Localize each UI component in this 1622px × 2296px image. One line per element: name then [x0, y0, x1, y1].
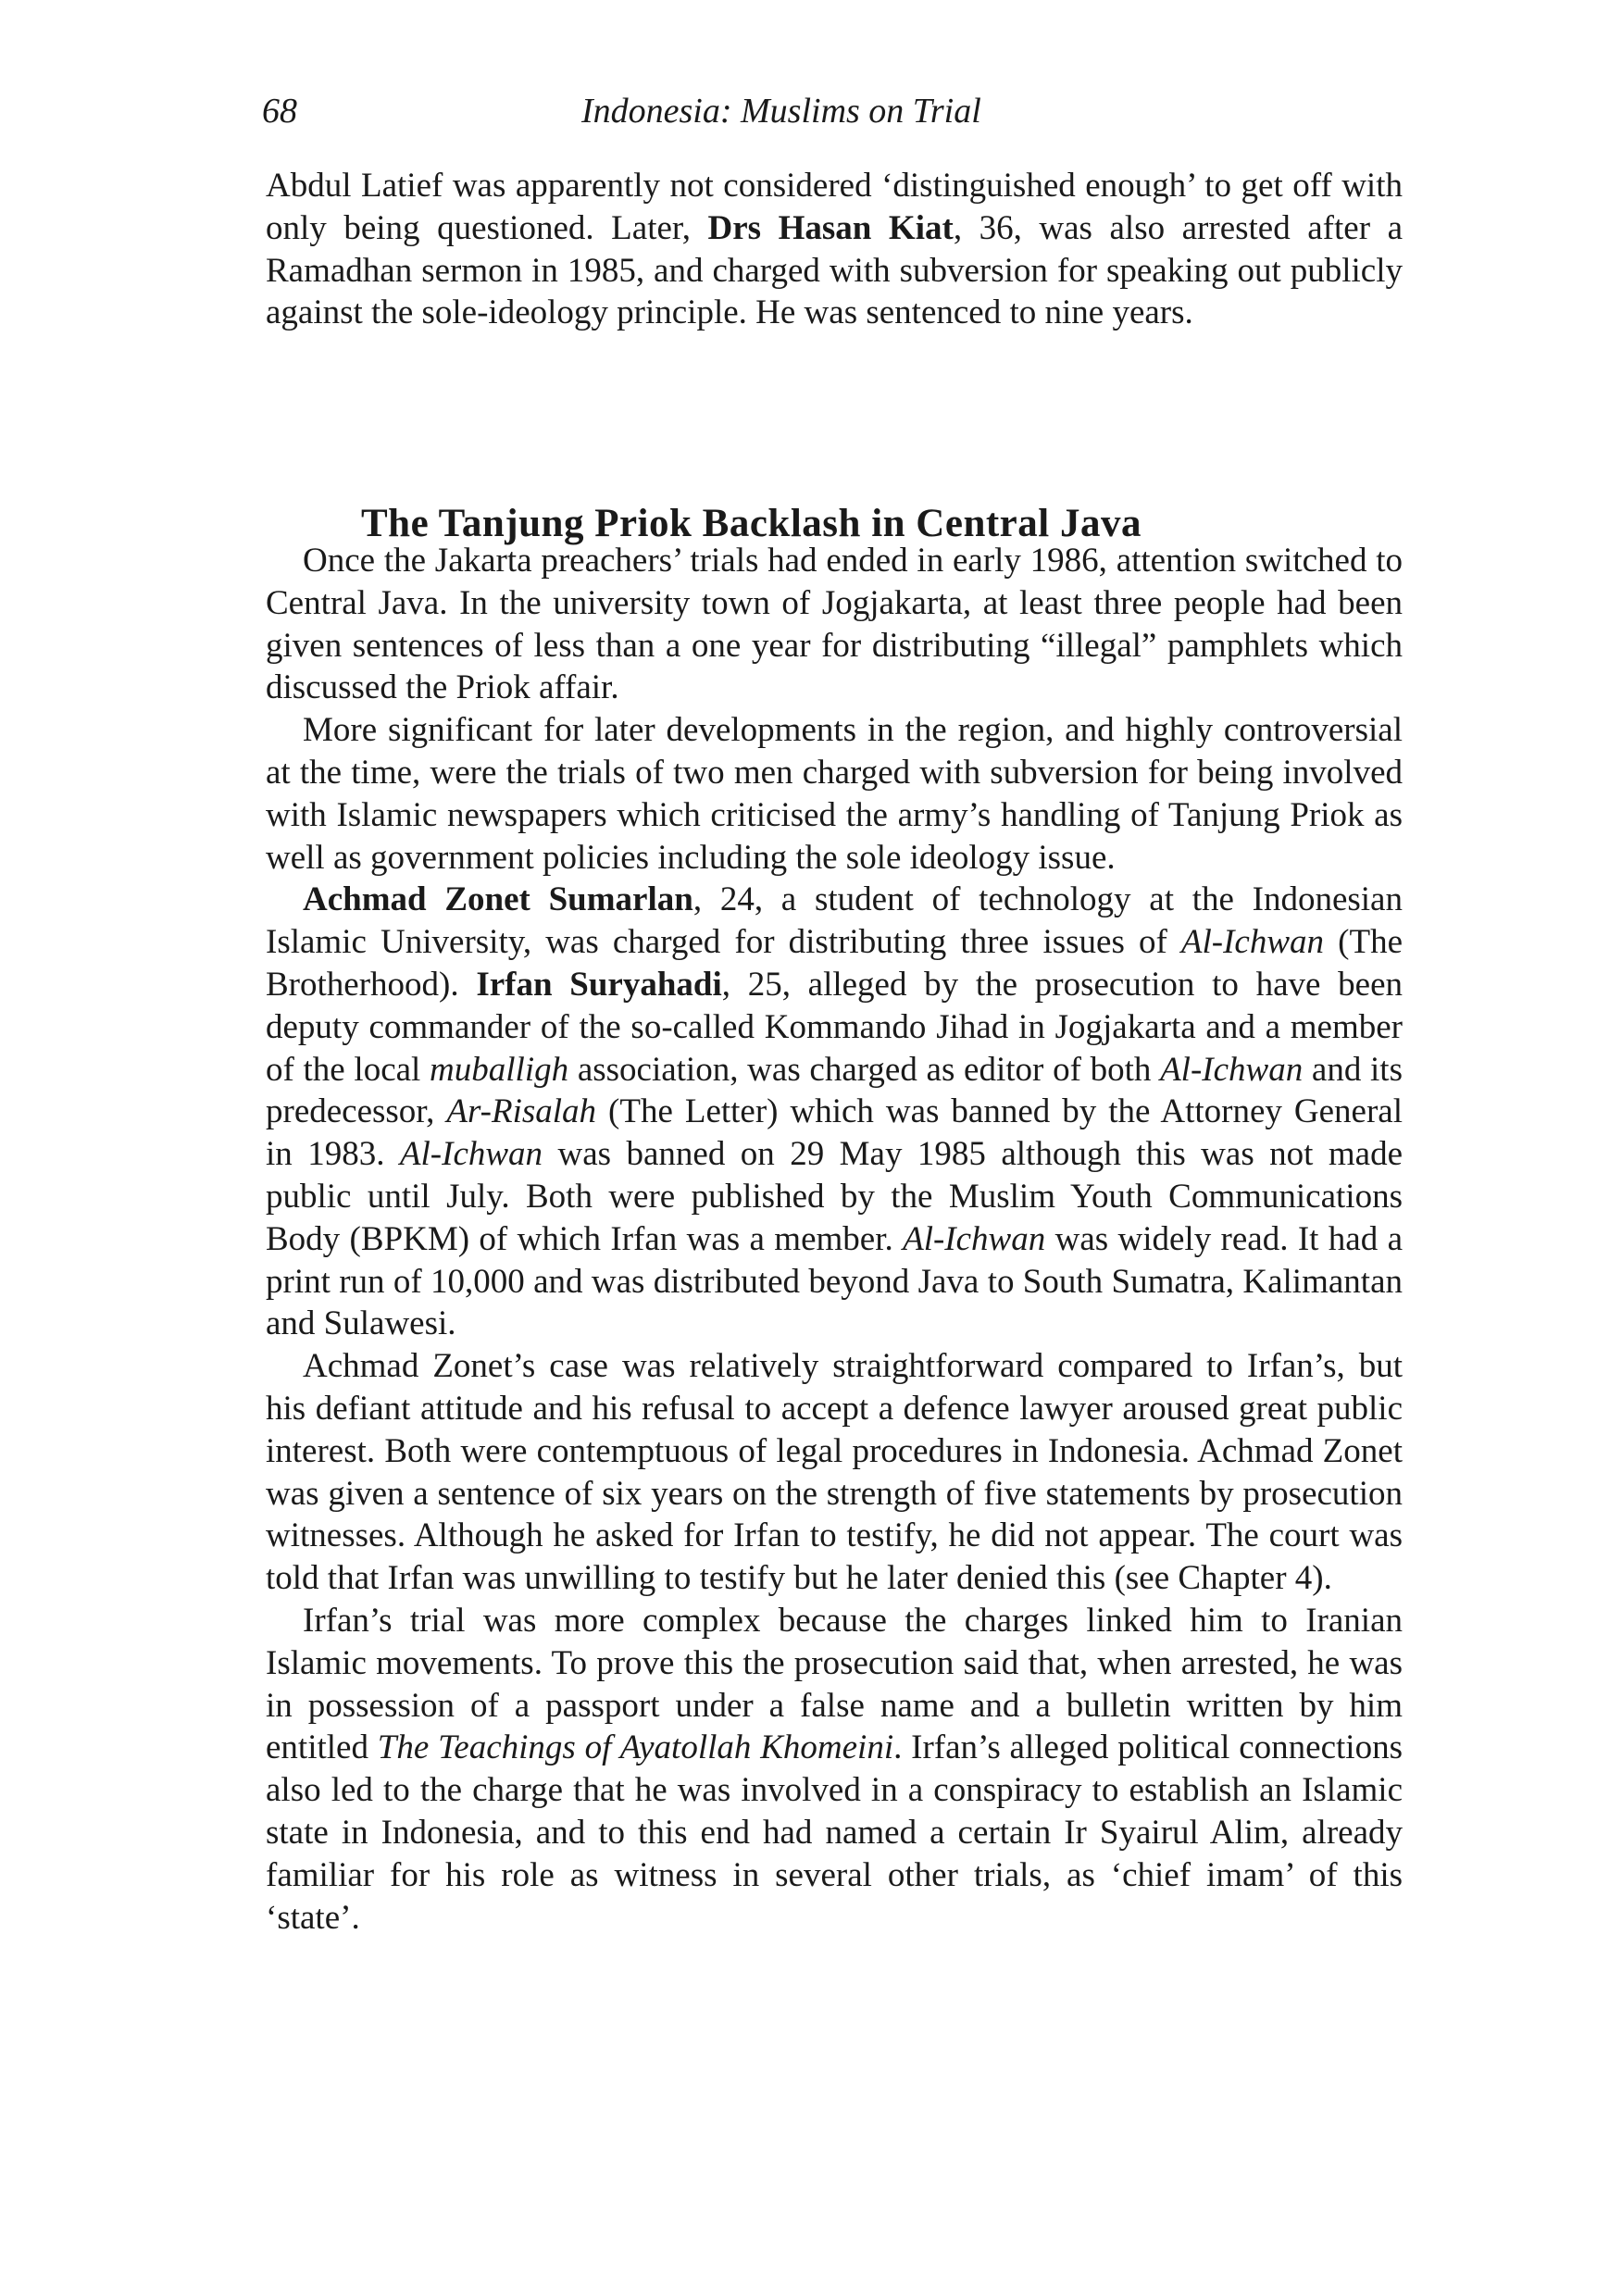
paragraph-2: More significant for later developments in the region, and highly controversial at the time, were the trials of two men charged with subversion for being involved with Islamic newspapers which criticised the army’s handling of Tanjung Priok as well as government policies including the sole ideology issue. [266, 711, 1403, 877]
paragraph-text: Irfan’s trial was more complex because the charges linked him to Iranian Islamic movements. To prove this the prosecution said that, when arrested, he was in possession of a passport under a false name and a bulletin written by him entitled [266, 1601, 1403, 1767]
paragraph-1: Once the Jakarta preachers’ trials had ended in early 1986, attention switched to Central Java. In the university town of Jogjakarta, at least three people had been given sentences of less than a one year for distributing “illegal” pamphlets which discussed the Priok affair. [266, 542, 1403, 707]
intro-paragraph [266, 165, 1403, 334]
paragraph-text: , 25, alleged by the prosecution to have been deputy commander of the so-called Kommando Jihad in Jogjakarta and a member of the local [266, 965, 1403, 1089]
paragraph-5 [266, 1600, 1403, 1939]
running-title: Indonesia: Muslims on Trial [581, 92, 981, 131]
paragraph-text: (The Brotherhood). [266, 923, 1403, 1004]
bulletin-title: The Teachings of Ayatollah Khomeini [377, 1728, 894, 1767]
publication-title: Al-Ichwan [1160, 1050, 1304, 1089]
page-number: 68 [262, 92, 297, 131]
intro-text-block [266, 165, 1403, 334]
section-text-block [266, 540, 1403, 1939]
paragraph-3 [266, 879, 1403, 1345]
publication-title: Al-Ichwan [903, 1219, 1046, 1258]
paragraph-text: was banned on 29 May 1985 although this was not made public until July. Both were published by the Muslim Youth Communications Body (BPKM) of which Irfan was a member. [266, 1135, 1404, 1258]
publication-title: Ar-Risalah [446, 1092, 597, 1131]
person-name: Achmad Zonet Sumarlan [303, 880, 693, 919]
publication-title: Al-Ichwan [399, 1135, 543, 1174]
intro-text: , 36, was also arrested after a Ramadhan sermon in 1985, and charged with subversion for speaking out publicly against the sole-ideology principle. He was sentenced to nine years. [266, 208, 1403, 332]
publication-title: Al-Ichwan [1180, 923, 1325, 962]
paragraph-text: and its predecessor, [266, 1050, 1403, 1131]
person-name: Drs Hasan Kiat [707, 208, 954, 247]
paragraph-text: (The Letter) which was banned by the Attorney General in 1983. [266, 1092, 1403, 1174]
section-heading: The Tanjung Priok Backlash in Central Java [361, 501, 1142, 545]
person-name: Irfan Suryahadi [476, 965, 722, 1004]
running-head [262, 85, 1401, 137]
paragraph-text: , 24, a student of technology at the Indonesian Islamic University, was charged for distributing three issues of [266, 880, 1403, 962]
paragraph-text: association, was charged as editor of both [568, 1050, 1161, 1089]
intro-text: Abdul Latief was apparently not considered ‘distinguished enough’ to get off with only being questioned. Later, [266, 167, 1403, 247]
paragraph-text: was widely read. It had a print run of 10,000 and was distributed beyond Java to South Sumatra, Kalimantan and Sulawesi. [266, 1219, 1403, 1343]
italic-term: muballigh [430, 1050, 569, 1089]
paragraph-text: . Irfan’s alleged political connections also led to the charge that he was involved in a conspiracy to establish an Islamic state in Indonesia, and to this end had named a certain Ir Syairul Alim, already familiar for his role as witness in several other trials, as ‘chief imam’ of this ‘state’. [266, 1728, 1403, 1937]
paragraph-4: Achmad Zonet’s case was relatively straightforward compared to Irfan’s, but his defiant attitude and his refusal to accept a defence lawyer aroused great public interest. Both were contemptuous of legal procedures in Indonesia. Achmad Zonet was given a sentence of six years on the strength of five statements by prosecution witnesses. Although he asked for Irfan to testify, he did not appear. The court was told that Irfan was unwilling to testify but he later denied this (see Chapter 4). [266, 1347, 1403, 1598]
